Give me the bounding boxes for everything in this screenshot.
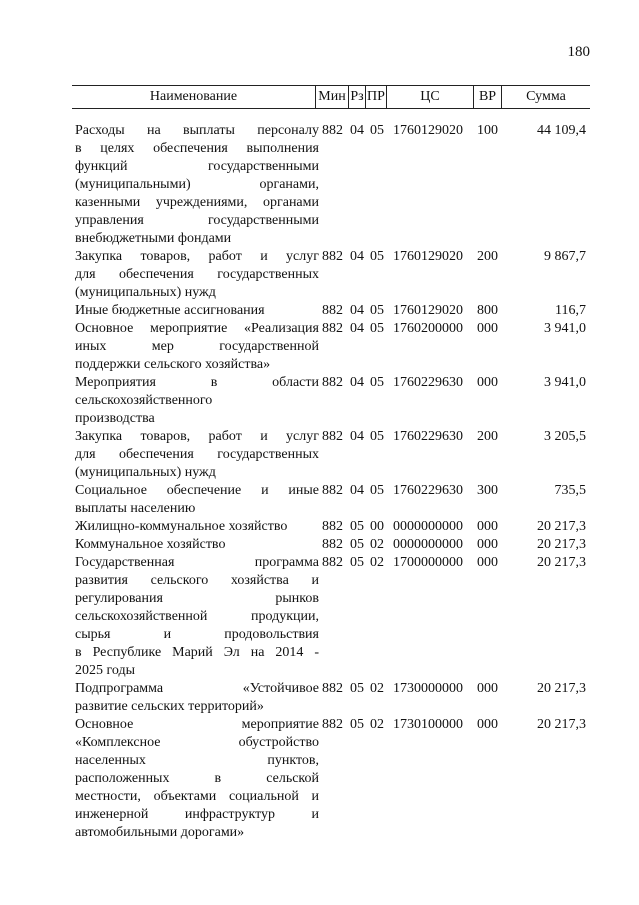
row-vr: 300 — [477, 483, 498, 498]
row-name — [75, 554, 319, 680]
row-rz: 04 — [350, 303, 364, 318]
header-vr: ВР — [478, 89, 497, 104]
row-min: 882 — [322, 249, 343, 264]
row-name — [75, 536, 319, 554]
row-min: 882 — [322, 519, 343, 534]
row-sum: 3 941,0 — [544, 321, 586, 336]
row-name-line: Основное мероприятие «Реализация — [75, 321, 319, 336]
row-pr: 05 — [370, 375, 384, 390]
row-cs: 1760129020 — [393, 249, 463, 264]
row-name-line: Социальное обеспечение и иные — [75, 483, 319, 498]
row-name-line: сельскохозяйственной продукции, — [75, 609, 319, 624]
row-name-line: функций государственными — [75, 159, 319, 174]
table-row — [0, 122, 639, 248]
row-name-line: 2025 годы — [75, 663, 136, 678]
row-sum: 44 109,4 — [537, 123, 586, 138]
row-min: 882 — [322, 681, 343, 696]
row-vr: 000 — [477, 321, 498, 336]
row-cs: 1700000000 — [393, 555, 463, 570]
row-vr: 200 — [477, 249, 498, 264]
row-name — [75, 374, 319, 428]
row-name-line: поддержки сельского хозяйства» — [75, 357, 271, 372]
row-name-line: сельскохозяйственного — [75, 393, 213, 408]
row-min: 882 — [322, 429, 343, 444]
row-name-line: Жилищно-коммунальное хозяйство — [75, 519, 288, 534]
row-cs: 1760129020 — [393, 303, 463, 318]
row-vr: 000 — [477, 555, 498, 570]
row-name-line: населенных пунктов, — [75, 753, 319, 768]
row-rz: 05 — [350, 537, 364, 552]
row-rz: 04 — [350, 429, 364, 444]
row-pr: 00 — [370, 519, 384, 534]
row-vr: 100 — [477, 123, 498, 138]
row-rz: 05 — [350, 717, 364, 732]
row-pr: 05 — [370, 303, 384, 318]
row-min: 882 — [322, 483, 343, 498]
row-name — [75, 428, 319, 482]
row-pr: 05 — [370, 249, 384, 264]
row-name-line: развития сельского хозяйства и — [75, 573, 319, 588]
row-name-line: Подпрограмма «Устойчивое — [75, 681, 319, 696]
row-min: 882 — [322, 717, 343, 732]
row-name-line: развитие сельских территорий» — [75, 699, 264, 714]
row-min: 882 — [322, 375, 343, 390]
row-sum: 3 941,0 — [544, 375, 586, 390]
row-name-line: автомобильными дорогами» — [75, 825, 245, 840]
row-rz: 05 — [350, 519, 364, 534]
row-name-line: в Республике Марий Эл на 2014 - — [75, 645, 319, 660]
page-number: 180 — [567, 44, 590, 60]
row-sum: 116,7 — [555, 303, 586, 318]
table-header — [72, 85, 590, 109]
table-row — [0, 554, 639, 680]
row-pr: 02 — [370, 537, 384, 552]
row-cs: 1760229630 — [393, 429, 463, 444]
row-name-line: «Комплексное обустройство — [75, 735, 319, 750]
row-name-line: в целях обеспечения выполнения — [75, 141, 319, 156]
row-vr: 000 — [477, 375, 498, 390]
row-name-line: расположенных в сельской — [75, 771, 319, 786]
row-min: 882 — [322, 537, 343, 552]
row-name — [75, 482, 319, 518]
row-name-line: (муниципальных) нужд — [75, 285, 216, 300]
row-cs: 0000000000 — [393, 537, 463, 552]
row-name — [75, 122, 319, 248]
row-name-line: местности, объектами социальной и — [75, 789, 319, 804]
row-min: 882 — [322, 123, 343, 138]
row-name — [75, 248, 319, 302]
row-name-line: Иные бюджетные ассигнования — [75, 303, 265, 318]
table-row — [0, 536, 639, 554]
row-cs: 1760200000 — [393, 321, 463, 336]
row-rz: 04 — [350, 483, 364, 498]
table-row — [0, 428, 639, 482]
row-name-line: для обеспечения государственных — [75, 447, 319, 462]
row-pr: 05 — [370, 321, 384, 336]
row-sum: 20 217,3 — [537, 717, 586, 732]
row-name — [75, 518, 319, 536]
row-pr: 02 — [370, 681, 384, 696]
row-name-line: Закупка товаров, работ и услуг — [75, 249, 319, 264]
row-sum: 735,5 — [554, 483, 586, 498]
row-name-line: производства — [75, 411, 155, 426]
header-pr: ПР — [367, 89, 385, 104]
row-min: 882 — [322, 555, 343, 570]
row-rz: 04 — [350, 123, 364, 138]
table-row — [0, 482, 639, 518]
row-pr: 02 — [370, 717, 384, 732]
table-row — [0, 680, 639, 716]
row-name — [75, 716, 319, 842]
row-min: 882 — [322, 321, 343, 336]
row-cs: 0000000000 — [393, 519, 463, 534]
row-cs: 1760229630 — [393, 375, 463, 390]
row-name-line: Мероприятия в области — [75, 375, 319, 390]
row-name-line: Закупка товаров, работ и услуг — [75, 429, 319, 444]
row-name-line: внебюджетными фондами — [75, 231, 232, 246]
row-vr: 000 — [477, 717, 498, 732]
table-row — [0, 716, 639, 842]
row-sum: 20 217,3 — [537, 681, 586, 696]
row-pr: 05 — [370, 429, 384, 444]
row-name-line: (муниципальными) органами, — [75, 177, 319, 192]
header-min: Мин — [318, 89, 346, 104]
table-row — [0, 320, 639, 374]
row-name-line: Основное мероприятие — [75, 717, 319, 732]
header-name: Наименование — [149, 89, 238, 104]
row-pr: 05 — [370, 483, 384, 498]
row-name-line: выплаты населению — [75, 501, 196, 516]
row-name-line: Коммунальное хозяйство — [75, 537, 226, 552]
row-name-line: управления государственными — [75, 213, 319, 228]
row-vr: 800 — [477, 303, 498, 318]
table-row — [0, 302, 639, 320]
row-name-line: казенными учреждениями, органами — [75, 195, 319, 210]
row-name-line: регулирования рынков — [75, 591, 319, 606]
row-vr: 000 — [477, 537, 498, 552]
row-sum: 3 205,5 — [544, 429, 586, 444]
row-cs: 1760129020 — [393, 123, 463, 138]
row-vr: 000 — [477, 519, 498, 534]
row-name-line: Расходы на выплаты персоналу — [75, 123, 319, 138]
row-rz: 04 — [350, 321, 364, 336]
table-row — [0, 374, 639, 428]
row-name-line: сырья и продовольствия — [75, 627, 319, 642]
row-name-line: (муниципальных) нужд — [75, 465, 216, 480]
row-name — [75, 680, 319, 716]
header-cs: ЦС — [420, 89, 440, 104]
table-row — [0, 248, 639, 302]
row-name-line: Государственная программа — [75, 555, 319, 570]
header-rz: Рз — [350, 89, 364, 104]
row-name-line: инженерной инфраструктур и — [75, 807, 319, 822]
row-min: 882 — [322, 303, 343, 318]
row-sum: 20 217,3 — [537, 519, 586, 534]
row-cs: 1760229630 — [393, 483, 463, 498]
row-vr: 000 — [477, 681, 498, 696]
row-pr: 05 — [370, 123, 384, 138]
row-pr: 02 — [370, 555, 384, 570]
row-sum: 20 217,3 — [537, 537, 586, 552]
row-cs: 1730000000 — [393, 681, 463, 696]
row-name-line: для обеспечения государственных — [75, 267, 319, 282]
row-cs: 1730100000 — [393, 717, 463, 732]
row-rz: 05 — [350, 681, 364, 696]
row-name-line: иных мер государственной — [75, 339, 319, 354]
row-rz: 04 — [350, 375, 364, 390]
row-vr: 200 — [477, 429, 498, 444]
row-rz: 04 — [350, 249, 364, 264]
row-name — [75, 302, 319, 320]
header-sum: Сумма — [526, 89, 566, 104]
table-row — [0, 518, 639, 536]
row-sum: 9 867,7 — [544, 249, 586, 264]
row-sum: 20 217,3 — [537, 555, 586, 570]
row-name — [75, 320, 319, 374]
row-rz: 05 — [350, 555, 364, 570]
